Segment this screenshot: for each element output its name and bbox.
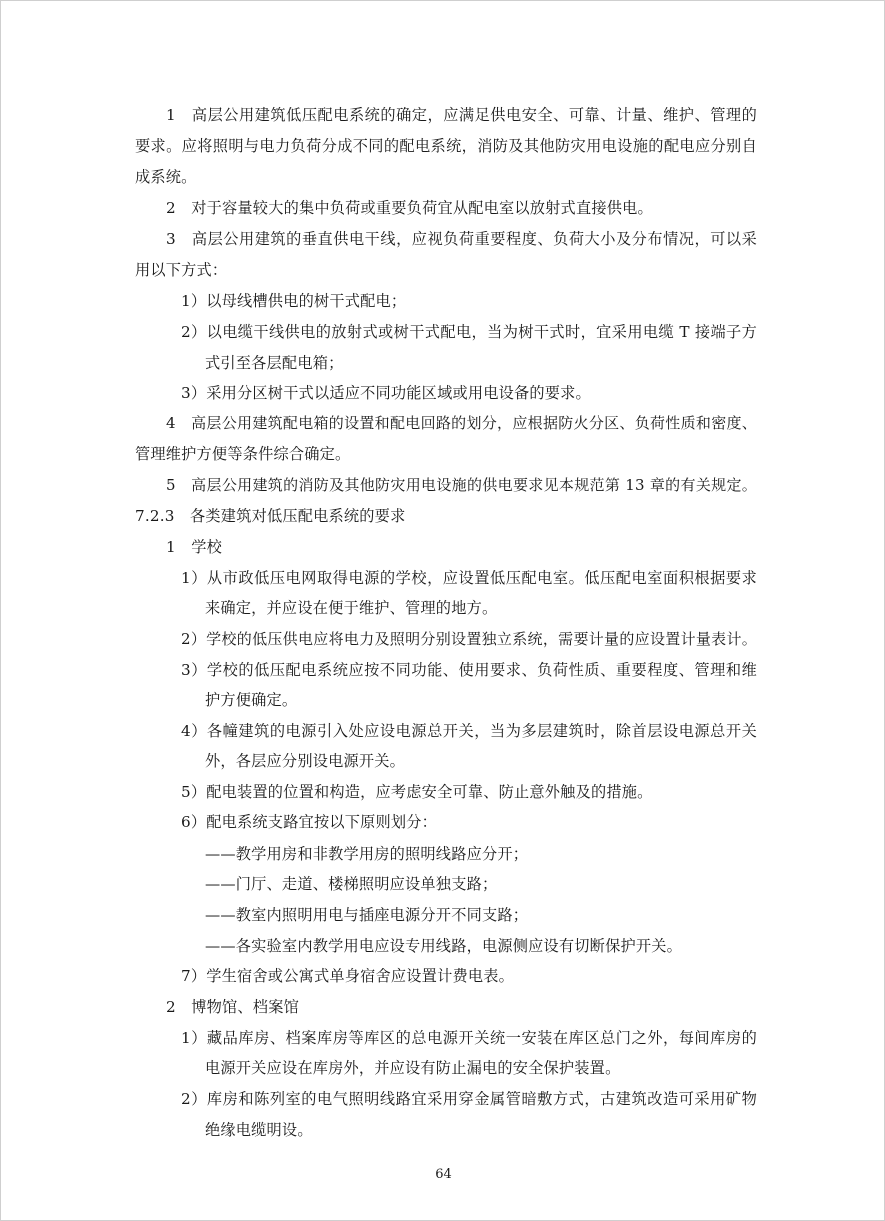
subsection-heading: 1 学校: [166, 538, 223, 556]
text-line: 3）学校的低压配电系统应按不同功能、使用要求、负荷性质、重要程度、管理和维: [181, 661, 757, 679]
list-item: ——教室内照明用电与插座电源分开不同支路；: [205, 906, 529, 924]
text-line: 用以下方式：: [135, 261, 228, 279]
text-line: 外，各层应分别设电源开关。: [205, 752, 406, 770]
text-line: 管理维护方便等条件综合确定。: [135, 445, 351, 463]
text-line: 3 高层公用建筑的垂直供电干线，应视负荷重要程度、负荷大小及分布情况，可以采: [166, 230, 757, 248]
text-line: 6）配电系统支路宜按以下原则划分：: [181, 813, 438, 831]
text-line: 式引至各层配电箱；: [205, 354, 344, 372]
text-line: 电源开关应设在库房外，并应设有防止漏电的安全保护装置。: [205, 1059, 621, 1077]
text-line: 来确定，并应设在便于维护、管理的地方。: [205, 599, 498, 617]
text-line: 1）从市政低压电网取得电源的学校，应设置低压配电室。低压配电室面积根据要求: [181, 569, 757, 587]
text-line: 5）配电装置的位置和构造，应考虑安全可靠、防止意外触及的措施。: [181, 783, 653, 801]
text-line: 5 高层公用建筑的消防及其他防灾用电设施的供电要求见本规范第 13 章的有关规定。: [166, 476, 757, 494]
list-item: ——教学用房和非教学用房的照明线路应分开；: [205, 845, 529, 863]
text-line: 1）藏品库房、档案库房等库区的总电源开关统一安装在库区总门之外，每间库房的: [181, 1029, 757, 1047]
text-line: 7）学生宿舍或公寓式单身宿舍应设置计费电表。: [181, 967, 515, 985]
list-item: ——门厅、走道、楼梯照明应设单独支路；: [205, 875, 498, 893]
text-line: 成系统。: [135, 168, 197, 186]
text-line: 2）以电缆干线供电的放射式或树干式配电，当为树干式时，宜采用电缆 T 接端子方: [181, 323, 757, 341]
text-line: 1 高层公用建筑低压配电系统的确定，应满足供电安全、可靠、计量、维护、管理的: [166, 106, 757, 124]
text-line: 3）采用分区树干式以适应不同功能区域或用电设备的要求。: [181, 384, 591, 402]
text-line: 2 对于容量较大的集中负荷或重要负荷宜从配电室以放射式直接供电。: [166, 199, 653, 217]
page-number: 64: [435, 1167, 452, 1182]
text-line: 护方便确定。: [205, 691, 298, 709]
list-item: ——各实验室内教学用电应设专用线路，电源侧应设有切断保护开关。: [205, 937, 683, 955]
text-line: 要求。应将照明与电力负荷分成不同的配电系统，消防及其他防灾用电设施的配电应分别自: [135, 137, 757, 155]
text-line: 绝缘电缆明设。: [205, 1121, 313, 1139]
text-line: 1）以母线槽供电的树干式配电；: [181, 292, 407, 310]
text-line: 2）学校的低压供电应将电力及照明分别设置独立系统，需要计量的应设置计量表计。: [181, 630, 757, 648]
text-line: 4）各幢建筑的电源引入处应设电源总开关，当为多层建筑时，除首层设电源总开关: [181, 722, 757, 740]
section-heading: 7.2.3 各类建筑对低压配电系统的要求: [135, 507, 406, 525]
text-line: 4 高层公用建筑配电箱的设置和配电回路的划分，应根据防火分区、负荷性质和密度、: [166, 414, 757, 432]
subsection-heading: 2 博物馆、档案馆: [166, 998, 299, 1016]
text-line: 2）库房和陈列室的电气照明线路宜采用穿金属管暗敷方式，古建筑改造可采用矿物: [181, 1090, 757, 1108]
